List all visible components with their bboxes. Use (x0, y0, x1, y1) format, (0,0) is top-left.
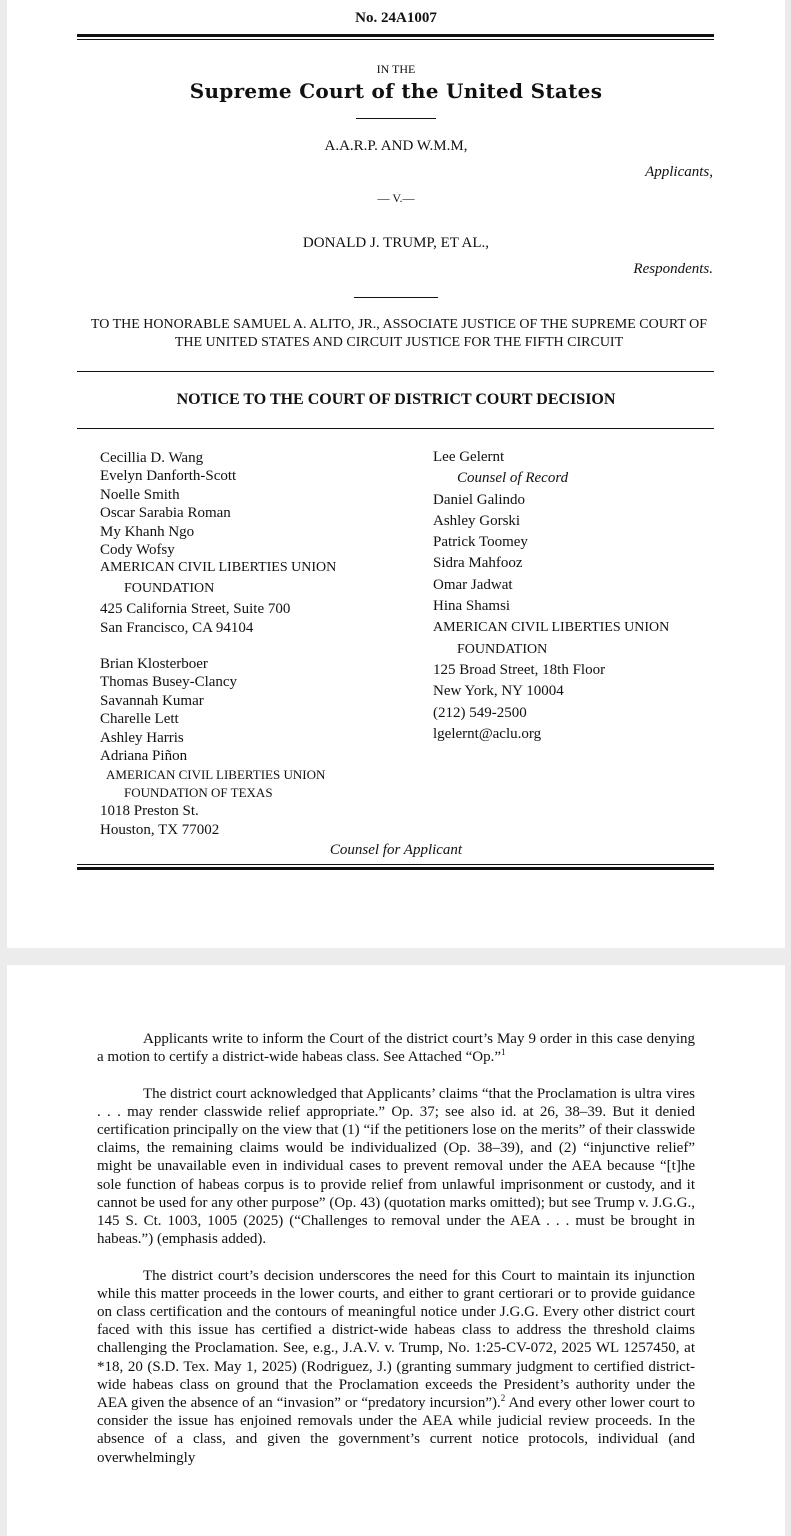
title-rule-top (77, 371, 714, 372)
top-rule-thin (77, 39, 714, 40)
attorney-name: Omar Jadwat (433, 576, 513, 593)
right-counsel-block (433, 447, 733, 745)
body-page (7, 965, 785, 1536)
organization-name: FOUNDATION (124, 580, 215, 596)
attorney-name: Sidra Mahfooz (433, 555, 523, 572)
attorney-name: Patrick Toomey (433, 534, 528, 551)
attorney-name: Cody Wofsy (100, 542, 175, 559)
docket-number: No. 24A1007 (355, 10, 437, 26)
applicants-role: Applicants, (645, 164, 713, 180)
top-rule (77, 34, 714, 37)
attorney-name: Evelyn Danforth-Scott (100, 468, 237, 485)
footnote-marker: 2 (500, 1393, 506, 1404)
paragraph-text: And every other lower court to consider the issue has enjoined removals under the AEA while judicial review proceeds. In the absence of a class, and given the government’s current notice protocols, individual (and overwhelmingly (97, 1395, 695, 1466)
attorney-name: Noelle Smith (100, 486, 180, 503)
cover-page (7, 0, 785, 948)
address-line: 1018 Preston St. (100, 803, 199, 820)
organization-name: FOUNDATION (457, 641, 548, 657)
footnote-marker: 1 (501, 1047, 506, 1058)
court-name: Supreme Court of the United States (189, 79, 603, 103)
applicants-names: A.A.R.P. AND W.M.M, (324, 138, 468, 154)
counsel-for-applicant: Counsel for Applicant (329, 842, 463, 858)
left-counsel-block (100, 449, 420, 839)
attorney-name: Oscar Sarabia Roman (100, 505, 231, 522)
address-line: 425 California Street, Suite 700 (100, 601, 291, 618)
attorney-name: Daniel Galindo (433, 491, 526, 508)
paragraph-1 (97, 1030, 695, 1066)
address-line: Houston, TX 77002 (100, 821, 220, 838)
organization-name: FOUNDATION OF TEXAS (124, 784, 273, 800)
address-line: San Francisco, CA 94104 (100, 619, 254, 636)
paragraph-2: The district court acknowledged that Applicants’ claims “that the Proclamation is ultra vires . . . may render classwide relief appropriate.” Op. 37; see also id. at 26, 38–39. But it denied certification principally on the view that (1) “if the petitioners lose on the merits” of their classwide claims, the remaining claims would be individualized (Op. 38–39), and (2) “injunctive relief” might be unavailable even in individual cases to prevent removal under the AEA because “[t]he sole function of habeas corpus is to provide relief from unlawful imprisonment or custody, and it cannot be used for any other purpose” (Op. 43) (quotation marks omitted); but see Trump v. J.G.G., 145 S. Ct. 1003, 1005 (2025) (“Challenges to removal under the AEA . . . must be brought in habeas.”) (emphasis added). (97, 1085, 695, 1248)
attorney-name: Thomas Busey-Clancy (100, 674, 238, 691)
title-rule-bottom (77, 428, 714, 429)
attorney-name: Ashley Harris (100, 729, 184, 746)
attorney-name: Brian Klosterboer (100, 656, 208, 673)
lead-counsel-name: Lee Gelernt (433, 449, 505, 465)
divider (354, 297, 438, 298)
bottom-rule (77, 867, 714, 870)
bottom-rule-thin (77, 864, 714, 865)
notice-body (97, 1030, 695, 1485)
attorney-name: Hina Shamsi (433, 598, 511, 615)
in-the-label: IN THE (376, 62, 416, 76)
organization-name: AMERICAN CIVIL LIBERTIES UNION (100, 560, 337, 576)
address-line: New York, NY 10004 (433, 683, 564, 700)
addressed-to: TO THE HONORABLE SAMUEL A. ALITO, JR., ASSOCIATE JUSTICE OF THE SUPREME COURT OF THE UNITED STATES AND CIRCUIT JUSTICE FOR THE FIFTH CIRCUIT (90, 317, 708, 350)
counsel-of-record-label: Counsel of Record (457, 470, 569, 487)
organization-name: AMERICAN CIVIL LIBERTIES UNION (433, 620, 670, 636)
respondents-role: Respondents. (633, 261, 713, 277)
phone-number: (212) 549-2500 (433, 704, 527, 721)
attorney-name: Adriana Piñon (100, 748, 188, 765)
versus: — V.— (377, 191, 415, 205)
organization-name: AMERICAN CIVIL LIBERTIES UNION (106, 766, 326, 782)
divider (356, 118, 436, 119)
paragraph-text: Applicants write to inform the Court of the district court’s May 9 order in this case denying a motion to certify a district-wide habeas class. See Attached “Op.” (97, 1031, 695, 1066)
address-line: 125 Broad Street, 18th Floor (433, 661, 606, 678)
attorney-name: Savannah Kumar (100, 692, 204, 709)
email-address: lgelernt@aclu.org (433, 725, 542, 742)
attorney-name: Charelle Lett (100, 711, 179, 728)
attorney-name: Ashley Gorski (433, 512, 521, 529)
attorney-name: My Khanh Ngo (100, 523, 195, 540)
attorney-name: Cecillia D. Wang (100, 450, 204, 466)
respondents-names: DONALD J. TRUMP, ET AL., (302, 235, 490, 251)
paragraph-text: The district court’s decision underscores the need for this Court to maintain its injunction while this matter proceeds in the lower courts, and either to grant certiorari or to provide guidance on class certification and the contours of meaningful notice under J.G.G. Every other district court faced with this issue has certified a district-wide habeas class to address the threshold claims challenging the Proclamation. See, e.g., J.A.V. v. Trump, No. 1:25-CV-072, 2025 WL 1257450, at *18, 20 (S.D. Tex. May 1, 2025) (Rodriguez, J.) (granting summary judgment to certified district-wide habeas class on ground that the Proclamation exceeds the President’s authority under the AEA given the absence of an “invasion” or “predatory incursion”). (97, 1267, 695, 1412)
paragraph-3 (97, 1267, 695, 1467)
notice-title: NOTICE TO THE COURT OF DISTRICT COURT DECISION (176, 391, 616, 408)
